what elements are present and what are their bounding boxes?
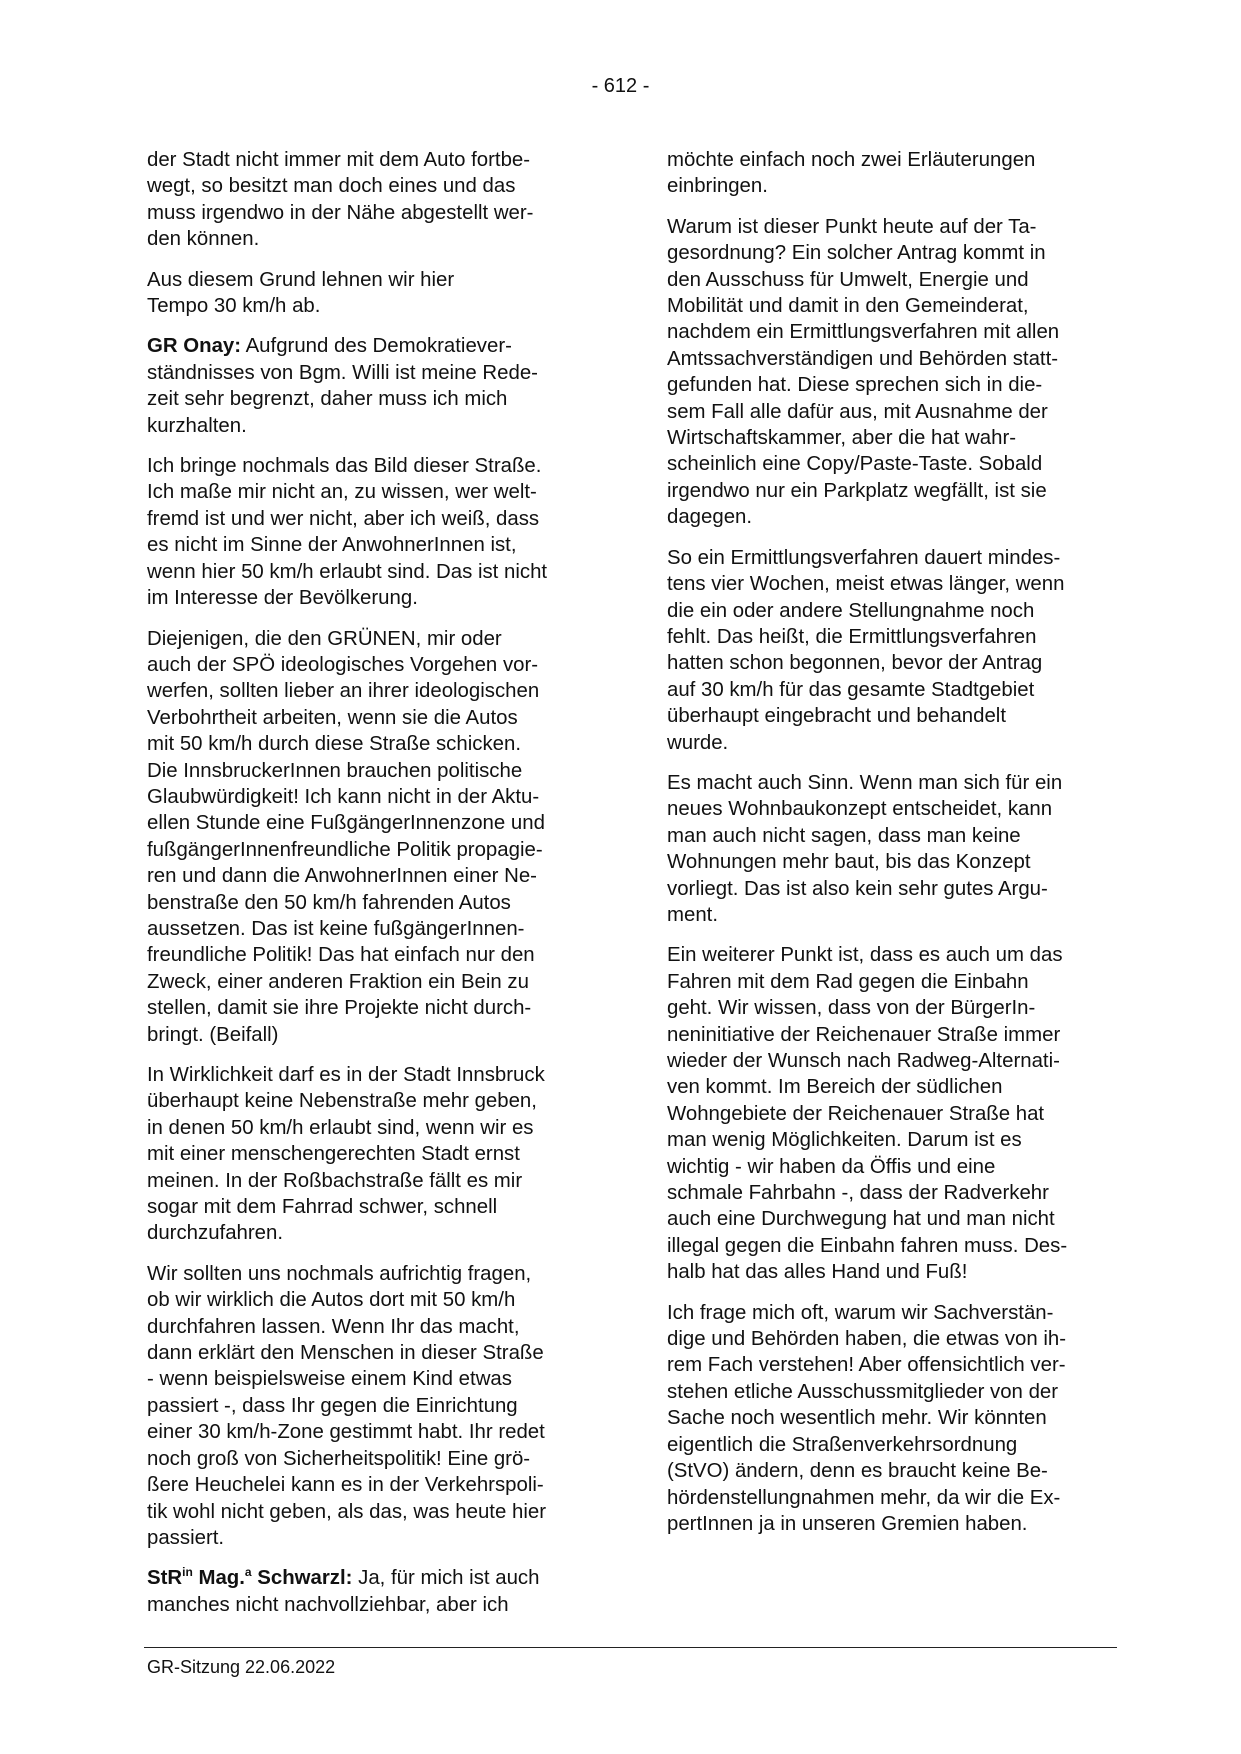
paragraph-text: Ein weiterer Punkt ist, dass es auch um das Fahren mit dem Rad gegen die Einbahn geht. Wir wissen, dass von der BürgerIn- neninitiative der Reichenauer Straße immer wieder der Wunsch nach Radweg-Alternati- ven kommt. Im Bereich der südlichen Wohngebiete der Reichenauer Straße hat man wenig Möglichkeiten. Darum ist es wichtig - wir haben da Öffis und eine schmale Fahrbahn -, dass der Radverkehr auch eine Durchwegung hat und man nicht illegal gegen die Einbahn fahren muss. Des- halb hat das alles Hand und Fuß! [667,944,1068,1284]
paragraph [147,626,599,1049]
paragraph-text: So ein Ermittlungsverfahren dauert mindes- tens vier Wochen, meist etwas länger, wenn die ein oder andere Stellungnahme noch fehlt. Das heißt, die Ermittlungsverfahren hatten schon begonnen, bevor der Antrag auf 30 km/h für das gesamte Stadtgebiet überhaupt eingebracht und behandelt wurde. [667,546,1065,754]
paragraph [147,1261,599,1551]
right-column [667,147,1119,1551]
paragraph [667,545,1119,756]
paragraph-text: der Stadt nicht immer mit dem Auto fortbe- wegt, so besitzt man doch eines und das muss irgendwo in der Nähe abgestellt wer- den können. [147,149,534,251]
paragraph-text: Diejenigen, die den GRÜNEN, mir oder auch der SPÖ ideologisches Vorgehen vor- werfen, sollten lieber an ihrer ideologischen Verbohrtheit arbeiten, wenn sie die Autos mit 50 km/h durch diese Straße schicken. Die InnsbruckerInnen brauchen politische Glaubwürdigkeit! Ich kann nicht in der Aktu- ellen Stunde eine FußgängerInnenzone und fußgängerInnenfreundliche Politik propagie- ren und dann die AnwohnerInnen einer Ne- benstraße den 50 km/h fahrenden Autos aussetzen. Das ist keine fußgängerInnen- freundliche Politik! Das hat einfach nur den Zweck, einer anderen Fraktion ein Bein zu stellen, damit sie ihre Projekte nicht durch- bringt. (Beifall) [147,627,545,1046]
footer-session-label: GR-Sitzung 22.06.2022 [147,1657,336,1677]
paragraph-text: möchte einfach noch zwei Erläuterungen einbringen. [667,149,1036,198]
paragraph-text: Warum ist dieser Punkt heute auf der Ta- gesordnung? Ein solcher Antrag kommt in den Ausschuss für Umwelt, Energie und Mobilität und damit in den Gemeinderat, nachdem ein Ermittlungsverfahren mit allen Amtssachverständigen und Behörden statt- gefunden hat. Diese sprechen sich in die- sem Fall alle dafür aus, mit Ausnahme der Wirtschaftskammer, aber die hat wahr- scheinlich eine Copy/Paste-Taste. Sobald irgendwo nur ein Parkplatz wegfällt, ist sie dagegen. [667,215,1060,529]
speaker-title: StR [147,1567,183,1590]
paragraph-text: Aus diesem Grund lehnen wir hier Tempo 30 km/h ab. [147,268,455,318]
paragraph-text: Aufgrund des Demokratiever- ständnisses von Bgm. Willi ist meine Rede- zeit sehr begrenzt, daher muss ich mich kurzhalten. [147,335,538,437]
paragraph [147,1062,599,1247]
paragraph [147,147,599,253]
speaker-degree: Mag. [192,1567,245,1590]
speaker-name [147,1567,352,1589]
left-column [147,147,599,1632]
paragraph-text: In Wirklichkeit darf es in der Stadt Innsbruck überhaupt keine Nebenstraße mehr geben, in denen 50 km/h erlaubt sind, wenn wir es mit einer menschengerechten Stadt ernst meinen. In der Roßbachstraße fällt es mir sogar mit dem Fahrrad schwer, schnell durchzufahren. [147,1064,545,1245]
footer-divider [144,1647,1117,1648]
paragraph [667,214,1119,531]
page-number: - 612 - [591,75,650,97]
paragraph-text: Ich frage mich oft, warum wir Sachverstän- dige und Behörden haben, die etwas von ih- rem Fach verstehen! Aber offensichtlich ver- stehen etliche Ausschussmitglieder von der Sache noch wesentlich mehr. Wir könnten eigentlich die Straßenverkehrsordnung (StVO) ändern, denn es braucht keine Be- hördenstellungnahmen mehr, da wir die Ex- pertInnen ja in unseren Gremien haben. [667,1301,1067,1535]
speaker-title-suffix: in [182,1565,193,1580]
paragraph-text: Es macht auch Sinn. Wenn man sich für ein neues Wohnbaukonzept entscheidet, kann man auch nicht sagen, dass man keine Wohnungen mehr baut, bis das Konzept vorliegt. Das ist also kein sehr gutes Argu- ment. [667,771,1063,926]
paragraph [147,267,599,320]
paragraph [147,453,599,611]
paragraph [147,333,599,439]
paragraph [667,1300,1119,1538]
paragraph-text: Wir sollten uns nochmals aufrichtig fragen, ob wir wirklich die Autos dort mit 50 km/h durchfahren lassen. Wenn Ihr das macht, dann erklärt den Menschen in dieser Straße - wenn beispielsweise einem Kind etwas passiert -, dass Ihr gegen die Einrichtung einer 30 km/h-Zone gestimmt habt. Ihr redet noch groß von Sicherheitspolitik! Eine grö- ßere Heuchelei kann es in der Verkehrspoli- tik wohl nicht geben, als das, was heute hier passiert. [147,1262,546,1549]
paragraph-text: Ich bringe nochmals das Bild dieser Straße. Ich maße mir nicht an, zu wissen, wer welt- fremd ist und wer nicht, aber ich weiß, dass es nicht im Sinne der AnwohnerInnen ist, wenn hier 50 km/h erlaubt sind. Das ist nicht im Interesse der Bevölkerung. [147,455,548,610]
speaker-surname: Schwarzl: [251,1567,353,1590]
paragraph [667,942,1119,1285]
paragraph-text: Ja, für mich ist auch manches nicht nachvollziehbar, aber ich [147,1567,540,1616]
speaker-name: GR Onay: [147,335,242,358]
paragraph [667,770,1119,928]
speaker-degree-suffix: a [244,1565,252,1580]
paragraph [667,147,1119,200]
paragraph [147,1565,599,1618]
